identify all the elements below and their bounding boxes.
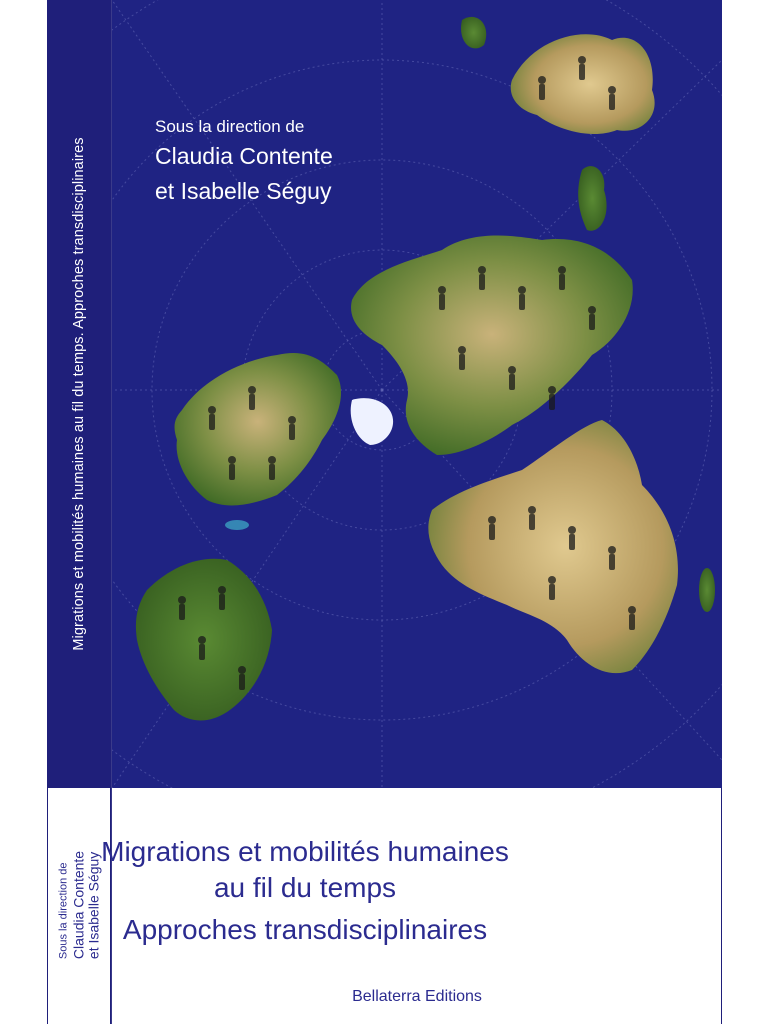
landmass-north-america [175, 353, 342, 505]
book-title-line-2: au fil du temps [213, 872, 397, 903]
landmass-eurasia [351, 236, 633, 455]
publisher-name: Bellaterra Editions [352, 988, 482, 1005]
cover-author-1: Claudia Contente [155, 143, 333, 169]
island-caribbean [225, 520, 249, 530]
cover-author-2: et Isabelle Séguy [155, 178, 332, 204]
spine-pre-credit: Sous la direction de [57, 862, 70, 960]
landmass-greenland [351, 398, 393, 445]
book-title-line-1: Migrations et mobilités humaines [101, 836, 509, 867]
landmass-top-right [511, 34, 655, 134]
island-north [461, 17, 486, 49]
book-subtitle: Approches transdisciplinaires [122, 914, 488, 945]
spine-author-2: et Isabelle Séguy [85, 851, 102, 960]
island-madagascar [699, 568, 715, 612]
spine-author-1: Claudia Contente [70, 850, 87, 960]
landmass-africa [428, 420, 678, 673]
spine-title: Migrations et mobilités humaines au fil du temps. Approches transdisciplinaires [71, 137, 87, 651]
cover-pre-credit: Sous la direction de [155, 117, 305, 136]
island-chain [578, 166, 606, 231]
